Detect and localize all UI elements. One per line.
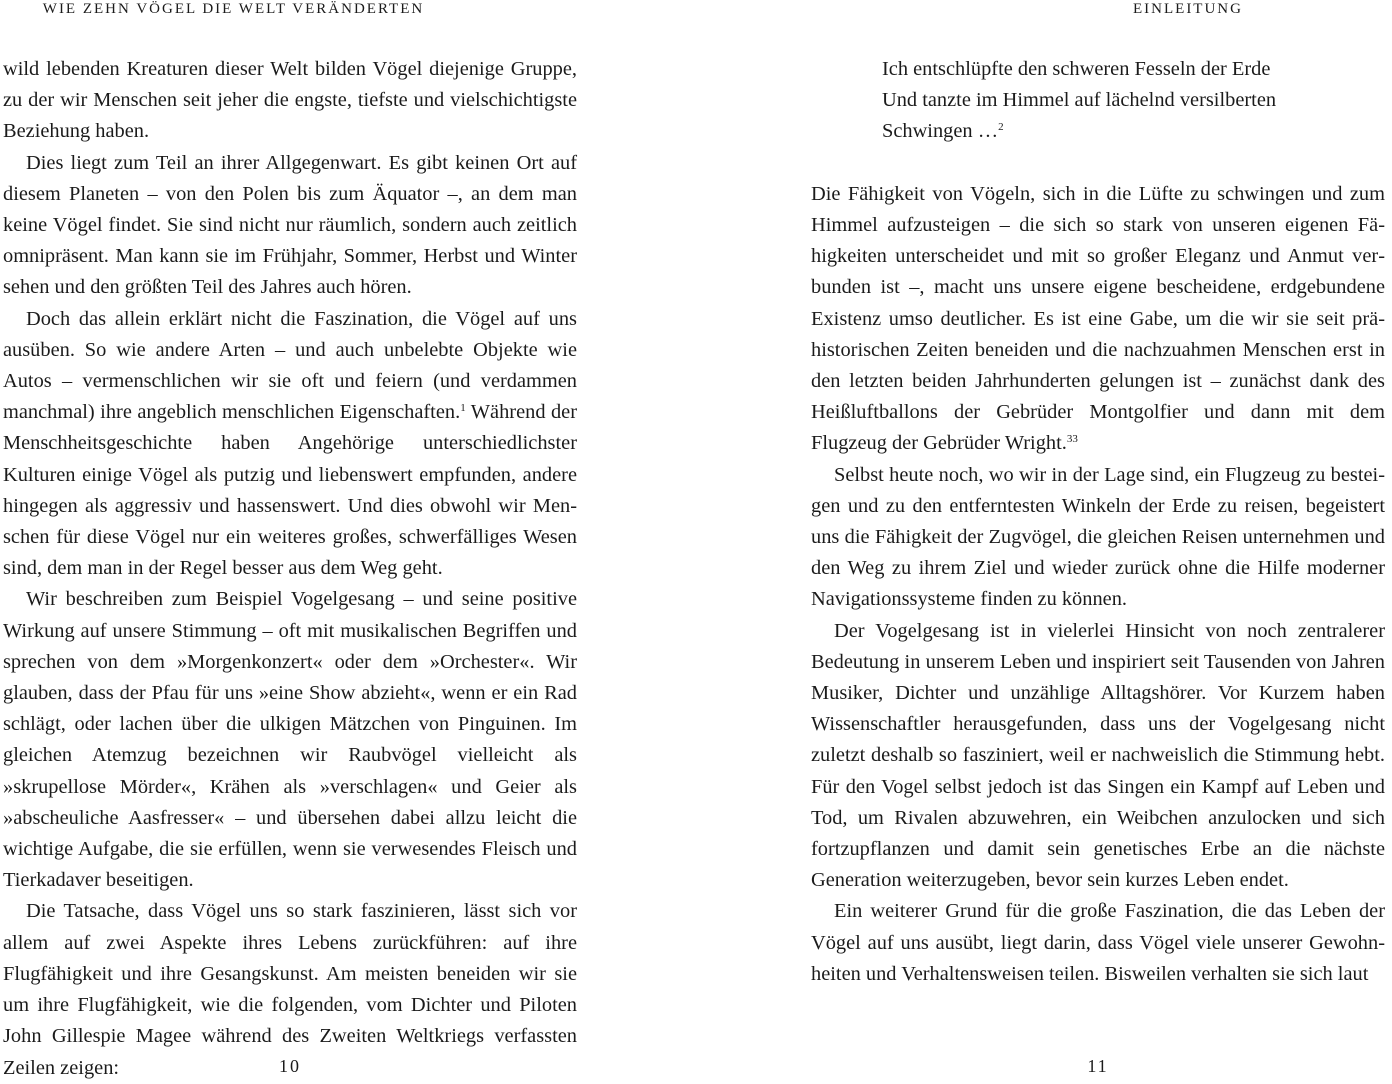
running-head-chapter-title: EINLEITUNG	[1133, 1, 1243, 17]
paragraph: Wir beschreiben zum Beispiel Vogelgesang – und seine positive Wirkung auf unsere Stimmung – oft mit musikalischen Begriffen und sprechen von dem »Morgenkonzert« oder dem »Orchester«. Wir glauben, dass der Pfau für uns »eine Show abzieht«, wenn er ein Rad schlägt, oder lachen über die ulkigen Mätzchen von Pinguinen. Im gleichen Atemzug bezeichnen wir Raubvögel vielleicht als »skrupellose Mörder«, Krähen als »verschlagen« und Geier als »abscheuliche Aasfresser« – und übersehen dabei allzu leicht die wichtige Aufgabe, die sie erfüllen, wenn sie verwesendes Fleisch und Tierkadaver beseitigen.	[3, 588, 577, 892]
poem-line: Schwingen …$^2$	[882, 120, 1004, 143]
paragraph: Doch das allein erklärt nicht die Faszination, die Vögel auf uns ausüben. So wie andere Arten – und auch unbelebte Objekte wie Autos – vermenschlichen wir sie oft und feiern (und verdammen manchmal) ihre angeblich menschlichen Eigenschaften.$^1$ Während der Menschheitsgeschichte haben Angehörige unterschiedlichster Kulturen einige Vögel als putzig und liebenswert empfunden, andere hingegen als aggressiv und hassenswert. Und dies obwohl wir Menschen für diese Vögel nur ein weiteres großes, schwerfälliges Wesen sind, dem man in der Regel besser aus dem Weg geht.	[3, 307, 577, 580]
paragraph: Dies liegt zum Teil an ihrer Allgegenwart. Es gibt keinen Ort auf diesem Planeten – von den Polen bis zum Äquator –, an dem man keine Vögel findet. Sie sind nicht nur räumlich, sondern auch zeitlich omnipräsent. Man kann sie im Frühjahr, Sommer, Herbst und Winter sehen und den größten Teil des Jahres auch hören.	[3, 151, 577, 299]
running-head-book-title: WIE ZEHN VÖGEL DIE WELT VERÄNDERTEN	[42, 1, 425, 17]
page-number: 11	[1087, 1056, 1109, 1076]
paragraph: Die Fähigkeit von Vögeln, sich in die Lüfte zu schwingen und zum Himmel aufzusteigen – die sich so stark von unseren eigenen Fähigkeiten unterscheidet und mit so großer Eleganz und Anmut verbunden ist –, macht uns unsere eigene bescheidene, erdgebundene Existenz umso deutlicher. Es ist eine Gabe, um die wir sie seit prähistorischen Zeiten beneiden und die nachzuahmen Menschen erst in den letzten beiden Jahrhunderten gelungen ist – zunächst dank des Heißluftballons der Gebrüder Montgolfier und dann mit dem Flugzeug der Gebrüder Wright.$^{33}$	[811, 182, 1385, 455]
paragraph: Der Vogelgesang ist in vielerlei Hinsicht von noch zentralerer Bedeutung in unserem Leben und inspiriert seit Tausenden von Jahren Musiker, Dichter und unzählige Alltagshörer. Vor Kurzem haben Wissenschaftler herausgefunden, dass uns der Vogelgesang nicht zuletzt deshalb so fasziniert, weil er nachweislich die Stimmung hebt. Für den Vogel selbst jedoch ist das Singen ein Kampf auf Leben und Tod, um Rivalen abzuwehren, ein Weibchen anzulocken und sich fortzupflanzen und damit sein genetisches Erbe an die nächste Generation weiterzugeben, bevor sein kurzes Leben endet.	[811, 619, 1385, 892]
poem-line: Und tanzte im Himmel auf lächelnd versilberten	[882, 89, 1277, 112]
right-page-body	[811, 54, 1385, 990]
paragraph: Selbst heute noch, wo wir in der Lage sind, ein Flugzeug zu besteigen und zu den entferntesten Winkeln der Erde zu reisen, begeistert uns die Fähigkeit der Zugvögel, die gleichen Reisen unternehmen und den Weg zu ihrem Ziel und wieder zurück ohne die Hilfe moderner Navigationssysteme finden zu können.	[811, 463, 1385, 611]
paragraph: Die Tatsache, dass Vögel uns so stark faszinieren, lässt sich vor allem auf zwei Aspekte ihres Lebens zurückführen: auf ihre Flugfähigkeit und ihre Gesangskunst. Am meisten beneiden wir sie um ihre Flugfähigkeit, wie die folgenden, vom Dichter und Piloten John Gillespie Magee während des Zweiten Weltkriegs verfassten Zeilen zeigen:	[3, 900, 577, 1079]
footnote-marker: 1	[460, 402, 466, 415]
footnote-marker: 33	[1066, 433, 1078, 446]
left-page-body	[3, 54, 577, 1084]
paragraph: Ein weiterer Grund für die große Faszination, die das Leben der Vögel auf uns ausübt, liegt darin, dass Vögel viele unserer Gewohnheiten und Verhaltensweisen teilen. Bisweilen verhalten sie sich laut	[811, 900, 1385, 985]
paragraph: wild lebenden Kreaturen dieser Welt bilden Vögel diejenige Gruppe, zu der wir Menschen seit jeher die engste, tiefste und vielschichtigste Beziehung haben.	[3, 58, 577, 143]
poem-line: Ich entschlüpfte den schweren Fesseln der Erde	[882, 58, 1271, 80]
footnote-marker: 2	[998, 121, 1004, 134]
poem-quote	[882, 54, 1385, 148]
left-page	[3, 0, 577, 1080]
page-number: 10	[279, 1056, 301, 1076]
right-page	[811, 0, 1385, 1080]
